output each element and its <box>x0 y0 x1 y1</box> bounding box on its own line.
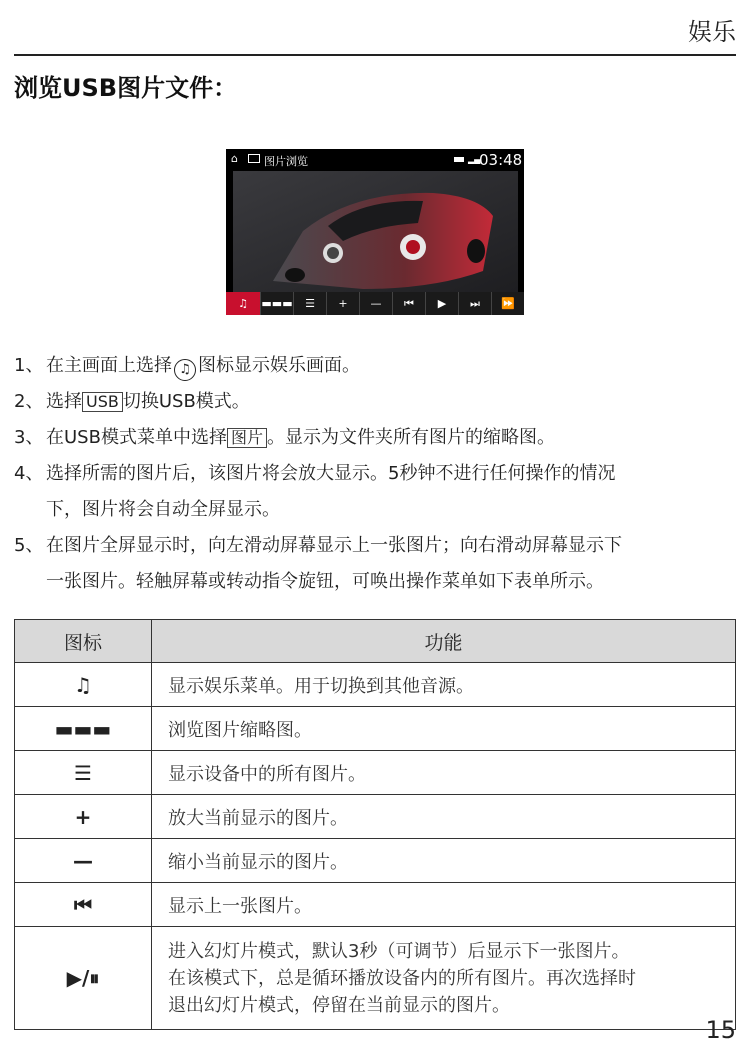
step-text: 切换USB模式。 <box>122 391 250 412</box>
steps-list <box>14 348 744 600</box>
list-icon: ☰ <box>15 751 152 795</box>
screen-toolbar <box>226 292 524 315</box>
step-text: 一张图片。轻触屏幕或转动指令旋钮，可唤出操作菜单如下表单所示。 <box>46 571 604 592</box>
thumbnail-grid-icon: ▬▬▬ <box>15 707 152 751</box>
table-row <box>15 795 736 839</box>
table-row <box>15 883 736 927</box>
music-icon: ♫ <box>174 359 196 381</box>
previous-icon: ⏮ <box>15 883 152 927</box>
header-rule <box>14 54 736 56</box>
step-1 <box>14 348 744 384</box>
next-button[interactable]: ⏭ <box>459 292 492 315</box>
column-header-function: 功能 <box>152 620 736 663</box>
step-2 <box>14 384 744 420</box>
description-line: 在该模式下，总是循环播放设备内的所有图片。再次选择时 <box>168 967 636 989</box>
function-description: 浏览图片缩略图。 <box>152 707 736 751</box>
table-row <box>15 751 736 795</box>
play-pause-icon: ▶/⏸ <box>15 927 152 1030</box>
car-photo <box>233 171 518 292</box>
display-screenshot <box>226 149 524 315</box>
music-button[interactable]: ♫ <box>226 292 261 315</box>
music-icon: ♫ <box>15 663 152 707</box>
section-title: 浏览USB图片文件： <box>14 74 238 102</box>
step-text: 选择所需的图片后，该图片将会放大显示。5秒钟不进行任何操作的情况 <box>46 463 616 484</box>
icon-function-table <box>14 619 736 1030</box>
chapter-header: 娱乐 <box>688 18 736 46</box>
status-bar <box>226 149 524 171</box>
clock: 03:48 <box>479 151 523 169</box>
list-button[interactable]: ☰ <box>294 292 327 315</box>
status-title: 图片浏览 <box>264 155 308 168</box>
battery-icon <box>454 157 464 162</box>
usb-key-label: USB <box>82 392 123 412</box>
function-description: 缩小当前显示的图片。 <box>152 839 736 883</box>
step-number: 5、 <box>14 535 44 556</box>
table-row <box>15 927 736 1030</box>
signal-icon: ▂▄ <box>468 155 481 164</box>
image-icon <box>248 154 260 163</box>
table-row <box>15 663 736 707</box>
step-number: 3、 <box>14 427 44 448</box>
table-row <box>15 839 736 883</box>
table-row <box>15 707 736 751</box>
home-icon: ⌂ <box>231 152 238 165</box>
step-number: 1、 <box>14 355 44 376</box>
step-text: 。显示为文件夹所有图片的缩略图。 <box>266 427 555 448</box>
function-description: 显示娱乐菜单。用于切换到其他音源。 <box>152 663 736 707</box>
column-header-icon: 图标 <box>15 620 152 663</box>
description-line: 退出幻灯片模式，停留在当前显示的图片。 <box>168 994 510 1016</box>
step-text: 图标显示娱乐画面。 <box>198 355 360 376</box>
step-number: 4、 <box>14 463 44 484</box>
function-description: 放大当前显示的图片。 <box>152 795 736 839</box>
minus-icon: — <box>15 839 152 883</box>
step-3 <box>14 420 744 456</box>
function-description: 显示上一张图片。 <box>152 883 736 927</box>
page-number: 15 <box>705 1016 736 1044</box>
step-text: 在主画面上选择 <box>46 355 172 376</box>
step-text: 在USB模式菜单中选择 <box>46 427 227 448</box>
zoom-in-button[interactable]: + <box>327 292 360 315</box>
thumbnail-button[interactable]: ▬▬▬ <box>261 292 294 315</box>
step-text: 选择 <box>46 391 82 412</box>
function-description <box>152 927 736 1030</box>
function-description: 显示设备中的所有图片。 <box>152 751 736 795</box>
fast-forward-button[interactable]: ⏩ <box>501 297 515 310</box>
picture-key-label: 图片 <box>227 428 267 448</box>
step-text: 下，图片将会自动全屏显示。 <box>46 499 280 520</box>
previous-button[interactable]: ⏮ <box>393 292 426 315</box>
step-number: 2、 <box>14 391 44 412</box>
plus-icon: + <box>15 795 152 839</box>
description-line: 进入幻灯片模式，默认3秒（可调节）后显示下一张图片。 <box>168 940 630 962</box>
play-button[interactable]: ▶ <box>426 292 459 315</box>
step-text: 在图片全屏显示时，向左滑动屏幕显示上一张图片；向右滑动屏幕显示下 <box>46 535 622 556</box>
step-5 <box>14 528 744 600</box>
zoom-out-button[interactable]: — <box>360 292 393 315</box>
step-4 <box>14 456 744 528</box>
